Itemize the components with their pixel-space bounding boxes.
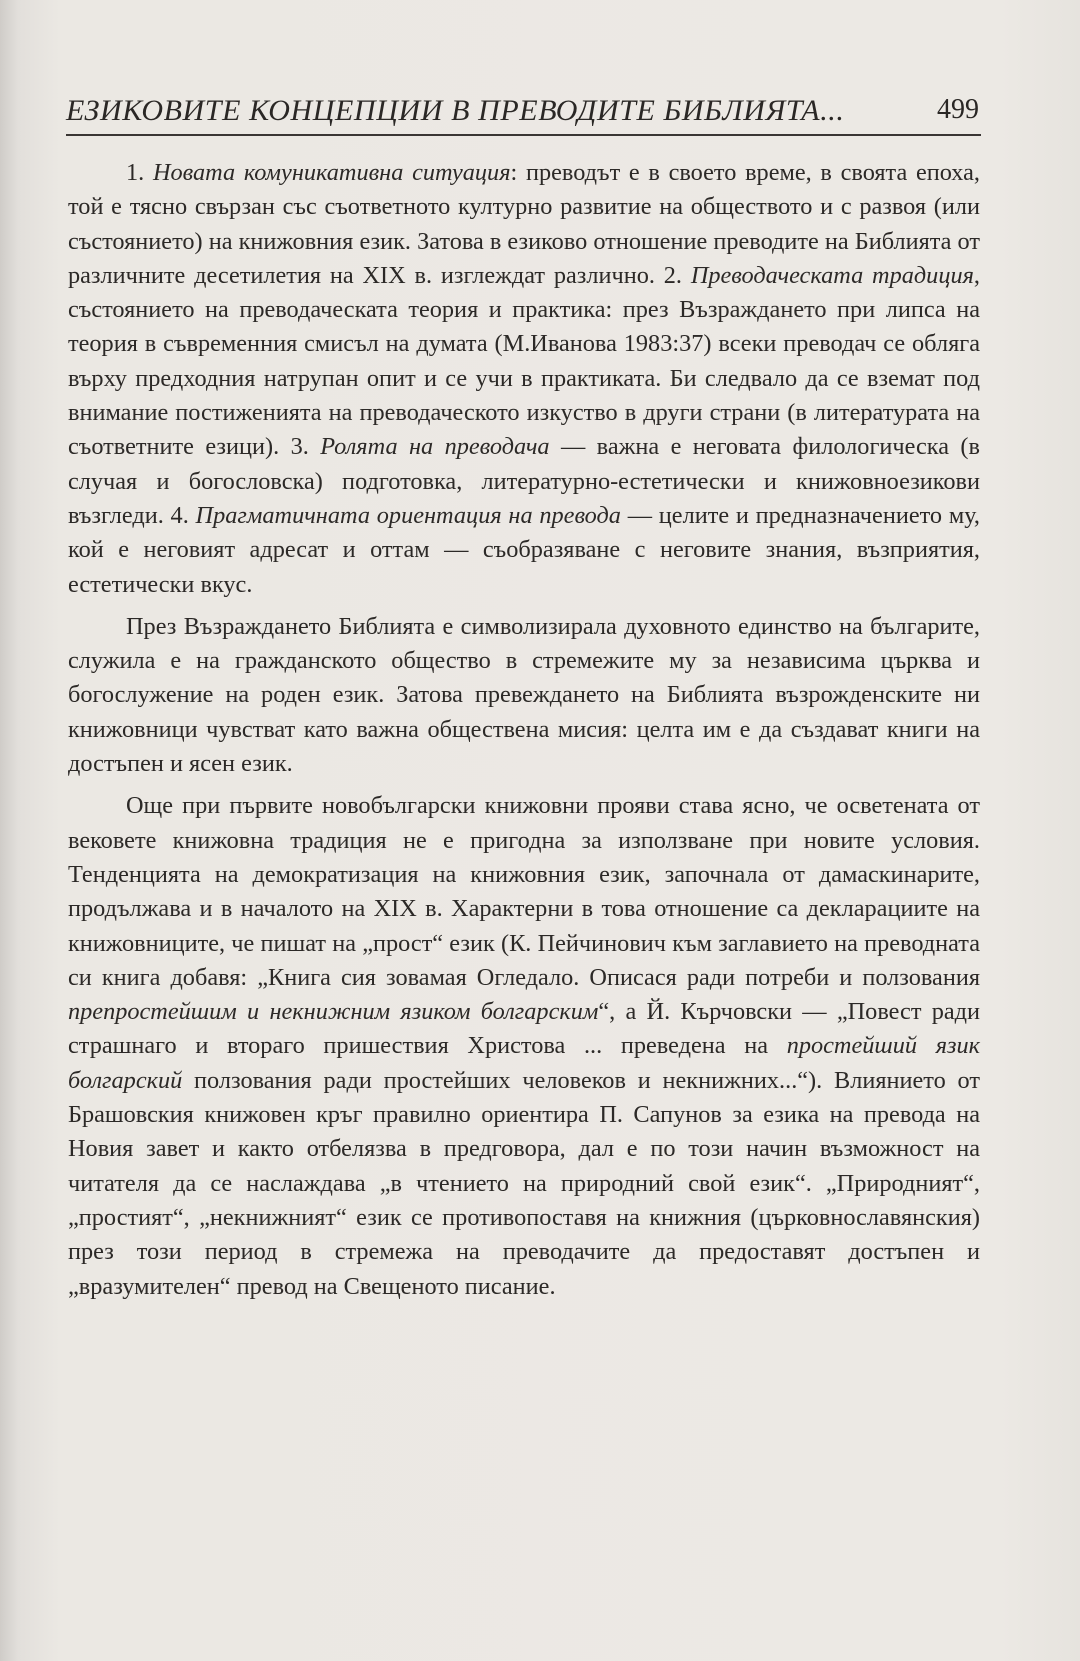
body-text — [68, 156, 980, 1312]
italic-term: Новата комуникативна ситуация — [152, 159, 511, 186]
running-header — [66, 92, 981, 136]
text-run: — важна е неговата филологическа (в случая и богословска) подготовка, литературно-естетически и книжовноезикови възгледи. 4. — [68, 433, 980, 529]
paragraph-3 — [68, 789, 980, 1303]
text-run: “, а Й. Кърчовски — „Повест ради страшнаго и втораго пришествия Христова ... преведена на — [68, 998, 980, 1060]
italic-term: Прагматичната ориентация на превода — [195, 501, 621, 529]
paragraph-2 — [68, 610, 980, 781]
running-title: ЕЗИКОВИТЕ КОНЦЕПЦИИ В ПРЕВОДИТЕ БИБЛИЯТА... — [66, 94, 845, 127]
text-run: 1. — [126, 159, 153, 186]
italic-term: препростейшим и некнижним язиком болгарским — [68, 998, 599, 1026]
text-run: , състоянието на преводаческата теория и практика: през Възраждането при липса на теория в съвременния смисъл на думата (М.Иванова 1983:37) всеки преводач се обляга върху предходния натрупан опит и се учи в практиката. Би следвало да се вземат под внимание постиженията на преводаческото изкуство в други страни (в литературата на съответните езици). 3. — [68, 261, 980, 461]
page-number: 499 — [937, 94, 979, 125]
paragraph-1 — [68, 156, 980, 602]
italic-term: простейший язик болгарский — [68, 1032, 981, 1094]
text-run: Още при първите новобългарски книжовни прояви става ясно, че осветената от вековете книжовна традиция не е пригодна за използване при новите условия. Тенденцията на демократизация на книжовния език, започнала от дамаскинарите, продължава и в началото на XIX в. Характерни в това отношение са декларациите на книжовниците, че пишат на „прост“ език (К. Пейчинович към заглавието на преводната си книга добавя: „Книга сия зовамая Огледало. Описася ради потреби и ползования — [68, 792, 980, 991]
text-run: : преводът е в своето време, в своята епоха, той е тясно свързан със съответното културно развитие на обществото и с развоя (или състоянието) на книжовния език. Затова в езиково отношение преводите на Библията от различните десетилетия на XIX в. изглеждат различно. 2. — [68, 159, 980, 289]
text-run: През Възраждането Библията е символизирала духовното единство на българите, служила е на гражданското общество в стремежите му за независима църква и богослужение на роден език. Затова превеждането на Библията възрожденските ни книжовници чувстват като важна обществена мисия: целта им е да създават книги на достъпен и ясен език. — [68, 612, 980, 778]
italic-term: Ролята на преводача — [320, 433, 550, 461]
text-run: — целите и предназначението му, кой е неговият адресат и оттам — съобразяване с неговите знания, възприятия, естетически вкус. — [68, 501, 980, 598]
text-run: ползования ради простейших человеков и некнижних...“). Влиянието от Брашовския книжовен кръг правилно ориентира П. Сапунов за езика на превода на Новия завет и както отбелязва в предговора, дал е по този начин възможност на читателя да се наслаждава „в чтението на природний свой език“. „Природният“, „простият“, „некнижният“ език се противопоставя на книжния (църковнославянския) през този период в стремежа на преводачите да предоставят достъпен и „вразумителен“ превод на Свещеното писание. — [68, 1066, 980, 1300]
italic-term: Преводаческата традиция — [690, 261, 974, 289]
